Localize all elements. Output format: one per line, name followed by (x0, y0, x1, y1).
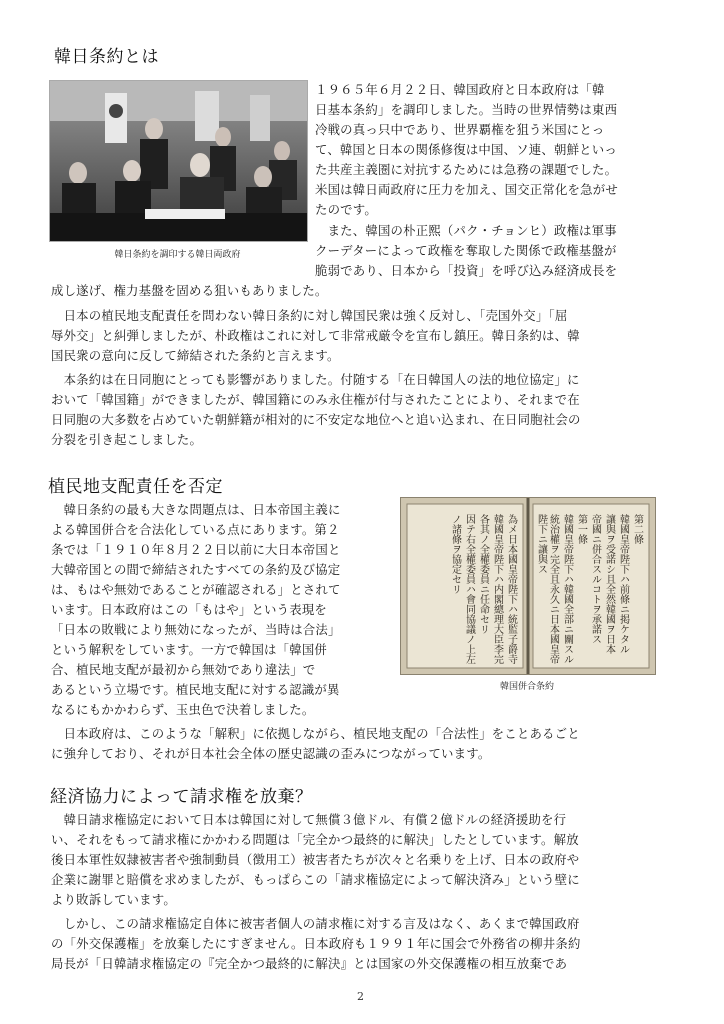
paragraph-line: 企業に謝罪と賠償を求めましたが、もっぱらこの「請求権協定によって解決済み」という壁に (51, 872, 580, 887)
paragraph-line: 米国は韓日両政府に圧力を加え、国交正常化を急がせ (315, 182, 618, 197)
paragraph-line: １９６５年６月２２日、韓国政府と日本政府は「韓 (315, 82, 605, 97)
paragraph-line: あるという立場です。植民地支配に対する認識が異 (51, 682, 340, 697)
paragraph-line: おいて「韓国籍」ができましたが、韓国籍にのみ永住権が付与されたことにより、それまで在 (51, 392, 580, 407)
treaty-document-column: 第一條 (575, 514, 587, 544)
paragraph-line: クーデターによって政権を奪取した関係で政権基盤が (315, 243, 617, 258)
paragraph-line: 大韓帝国との間で締結されたすべての条約及び協定 (51, 562, 341, 577)
treaty-document-illustration (401, 498, 655, 674)
section-title-claims-waiver: 経済協力によって請求権を放棄？ (50, 787, 313, 807)
paragraph-line: 冷戦の真っ只中であり、世界覇権を狙う米国にとっ (315, 122, 605, 137)
paragraph-line: 後日本軍性奴隷被害者や強制動員（徴用工）被害者たちが次々と名乗りを上げ、日本の政府や (51, 852, 580, 867)
treaty-document-column: 因テ右全權委員ハ會同協議ノ上左 (463, 514, 475, 664)
page-number: 2 (357, 990, 364, 1003)
paragraph-line: より敗訴しています。 (51, 892, 176, 907)
paragraph-line: 「日本の敗戦により無効になったが、当時は合法」 (51, 622, 341, 637)
paragraph-line: 国民衆の意向に反して締結された条約と言えます。 (51, 348, 340, 363)
treaty-document-column: 各其ノ全權委員ニ任命セリ (477, 514, 489, 634)
paragraph-line: に強弁しており、それが日本社会全体の歴史認識の歪みにつながっています。 (51, 746, 491, 761)
paragraph-line: います。日本政府はこの「もはや」という表現を (51, 602, 328, 617)
paragraph-line: 日本の植民地支配責任を問わない韓日条約に対し韓国民衆は強く反対し、「売国外交」「屈 (51, 308, 568, 323)
paragraph-line: なるにもかかわらず、玉虫色で決着しました。 (51, 702, 315, 717)
paragraph-line: 分裂を引き起こしました。 (51, 432, 203, 447)
document-caption: 韓国併合条約 (499, 682, 554, 692)
treaty-document-column: 韓國皇帝陛下ハ内閣總理大臣李完 (491, 514, 503, 664)
treaty-document-column: 韓國皇帝陛下ハ前條ニ掲ケタル (617, 514, 629, 654)
paragraph-line: の「外交保護権」を放棄したにすぎません。日本政府も１９９１年に国会で外務省の柳井条約 (51, 936, 581, 951)
treaty-document-column: 第二條 (631, 514, 643, 544)
treaty-document-column: ノ諸條ヲ協定セリ (449, 514, 461, 594)
paragraph-line: 日同胞の大多数を占めていた朝鮮籍が相対的に不安定な地位へと追い込まれ、在日同胞社会の (51, 412, 581, 427)
treaty-document-column: 統治權ヲ完全且永久ニ日本國皇帝 (547, 514, 559, 664)
photo-caption: 韓日条約を調印する韓日両政府 (114, 250, 241, 260)
treaty-document-column: 為メ日本國皇帝陛下ハ統監子爵寺 (505, 514, 517, 664)
paragraph-line: 韓日請求権協定において日本は韓国に対して無償３億ドル、有償２億ドルの経済援助を行 (51, 812, 567, 827)
paragraph-line: て、韓国と日本の関係修復は中国、ソ連、朝鮮といっ (315, 142, 617, 157)
paragraph-line: い、それをもって請求権にかかわる問題は「完全かつ最終的に解決」したとしています。解放 (51, 832, 579, 847)
paragraph-line: 局長が「日韓請求権協定の『完全かつ最終的に解決』とは国家の外交保護権の相互放棄であ (51, 956, 568, 971)
paragraph-line: 日本政府は、このような「解釈」に依拠しながら、植民地支配の「合法性」をことあるごと (51, 726, 580, 741)
treaty-document-column: 陛下ニ讓與ス (535, 514, 547, 574)
paragraph-line: という解釈をしています。一方で韓国は「韓国併 (51, 642, 328, 657)
paragraph-line: 日基本条約」を調印しました。当時の世界情勢は東西 (315, 102, 618, 117)
paragraph-line: 条では「１９１０年８月２２日以前に大日本帝国と (51, 542, 341, 557)
paragraph-line: は、もはや無効であることが確認される」とされて (51, 582, 341, 597)
paragraph-line: 成し遂げ、権力基盤を固める狙いもありました。 (51, 283, 328, 298)
annexation-treaty-document-image (400, 497, 656, 675)
section-title-korea-japan-treaty: 韓日条約とは (54, 47, 159, 67)
treaty-document-column: 韓國皇帝陛下ハ韓國全部ニ關スル (561, 514, 573, 664)
section-title-denial-of-colonial-responsibility: 植民地支配責任を否定 (48, 477, 223, 497)
paragraph-line: 韓日条約の最も大きな問題点は、日本帝国主義に (51, 502, 341, 517)
signing-ceremony-photo (49, 80, 308, 242)
signing-ceremony-illustration (50, 81, 307, 241)
treaty-document-column: 讓與ヲ受諾シ且全然韓國ヲ日本 (603, 514, 615, 654)
paragraph-line: しかし、この請求権協定自体に被害者個人の請求権に対する言及はなく、あくまで韓国政府 (51, 916, 580, 931)
paragraph-line: よる韓国併合を合法化している点にあります。第２ (51, 522, 340, 537)
treaty-document-column: 帝國ニ併合スルコトヲ承諾ス (589, 514, 601, 644)
paragraph-line: た共産主義圏に対抗するためには急務の課題でした。 (315, 162, 618, 177)
paragraph-line: また、韓国の朴正熙（パク・チョンヒ）政権は軍事 (315, 223, 617, 238)
paragraph-line: たのです。 (315, 202, 377, 217)
paragraph-line: 脆弱であり、日本から「投資」を呼び込み経済成長を (315, 263, 618, 278)
paragraph-line: 辱外交」と糾弾しましたが、朴政権はこれに対して非常戒厳令を宣布し鎮圧。韓日条約は、韓 (51, 328, 580, 343)
paragraph-line: 本条約は在日同胞にとっても影響がありました。付随する「在日韓国人の法的地位協定」に (51, 372, 580, 387)
paragraph-line: 合、植民地支配が最初から無効であり違法」で (51, 662, 316, 677)
